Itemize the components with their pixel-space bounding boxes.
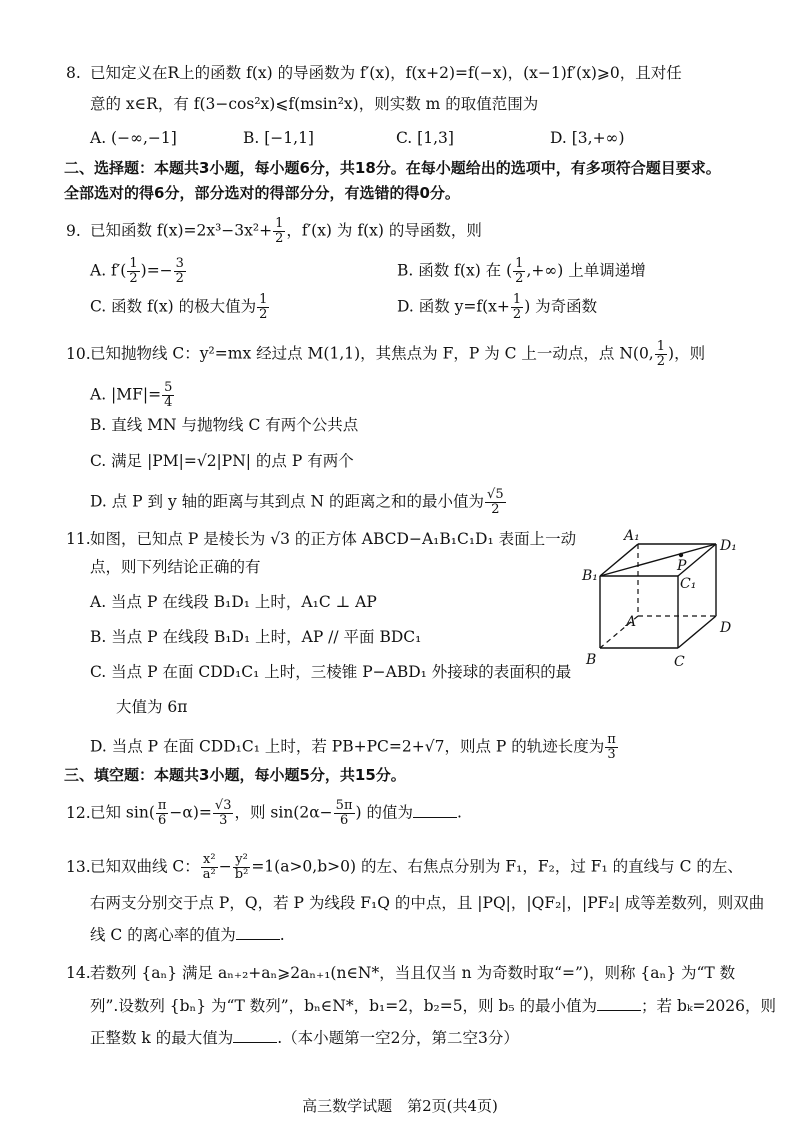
q11-option-d	[90, 733, 619, 762]
q9-optB-a: B. 函数 f(x) 在 (	[397, 261, 513, 280]
q9-option-d	[397, 293, 597, 322]
q9-optC-fd: 2	[259, 307, 268, 322]
q9-optD-fd: 2	[512, 307, 522, 322]
q12-f2n: √3	[214, 798, 232, 813]
q11-stem-line2: 点，则下列结论正确的有	[90, 558, 261, 576]
q14-number: 14.	[66, 964, 91, 982]
label-p: P	[677, 558, 687, 574]
q11-optD-fn: π	[607, 732, 616, 747]
label-b: B	[586, 652, 597, 668]
q10-optD-a: D. 点 P 到 y 轴的距离与其到点 N 的距离之和的最小值为	[90, 492, 485, 511]
edge-c-d	[678, 616, 716, 648]
q9-optD-b: ) 为奇函数	[524, 297, 598, 316]
q12-e: .	[456, 803, 462, 822]
q9-stem-a: 已知函数 f(x)=2x³−3x²+	[90, 221, 273, 240]
q9-optA-f2n: 3	[175, 256, 184, 271]
q9-optD-a: D. 函数 y=f(x+	[397, 297, 510, 316]
q9-stem-frac-num: 1	[275, 216, 284, 231]
q9-optA-frac2	[174, 257, 186, 286]
q14-line3a: 正整数 k 的最大值为	[90, 1029, 234, 1047]
q9-optA-f1d: 2	[129, 271, 138, 286]
q9-option-c	[90, 293, 270, 322]
q9-optB-b: ,+∞) 上单调递增	[526, 261, 646, 280]
q8-option-d: D. [3,+∞)	[550, 129, 625, 147]
q10-optA-frac	[162, 381, 174, 410]
q9-option-a	[90, 257, 187, 286]
q10-stem	[66, 340, 705, 369]
q12-frac1	[156, 799, 169, 828]
q12-frac3	[334, 799, 355, 828]
label-c1: C₁	[680, 576, 697, 592]
q14-answer-blank-1[interactable]	[597, 996, 641, 1011]
q12-b: −α)=	[169, 803, 212, 822]
label-a1: A₁	[624, 528, 640, 544]
q13-line3a: 线 C 的离心率的值为	[90, 926, 236, 944]
q9-optD-fn: 1	[512, 292, 522, 307]
q13-line3b: .	[279, 926, 285, 944]
q11-option-c-line1: C. 当点 P 在面 CDD₁C₁ 上时，三棱锥 P−ABD₁ 外接球的表面积的最	[90, 663, 572, 681]
point-p	[679, 553, 683, 557]
q10-option-b: B. 直线 MN 与抛物线 C 有两个公共点	[90, 416, 359, 434]
q13-f1n: x²	[201, 853, 218, 868]
q10-stem-fd: 2	[656, 354, 666, 369]
label-d: D	[720, 620, 732, 636]
q10-number: 10.	[66, 344, 91, 363]
q14-line1	[66, 963, 735, 983]
cube-figure	[580, 528, 760, 678]
q12-c: ，则 sin(2α−	[234, 803, 333, 822]
q13-answer-blank[interactable]	[236, 925, 280, 940]
q11-optD-fd: 3	[607, 747, 616, 762]
q9-optA-a: A. f′(	[90, 261, 127, 280]
q13-c: =1(a>0,b>0) 的左、右焦点分别为 F₁，F₂，过 F₁ 的直线与 C 的左、	[251, 857, 743, 876]
q10-option-a	[90, 381, 175, 410]
q10-optD-fd: 2	[491, 502, 500, 517]
q14-line2a: 列”.设数列 {bₙ} 为“T 数列”，bₙ∈N*，b₁=2，b₂=5，则 b₅ 的最小值为	[90, 997, 598, 1015]
q12-f3n: 5π	[335, 798, 353, 813]
q12-answer-blank[interactable]	[413, 803, 457, 818]
q12-number: 12.	[66, 803, 91, 822]
label-b1: B₁	[582, 568, 598, 584]
q13-f2d: b²	[234, 867, 249, 882]
section2-heading-line2: 全部选对的得6分，部分选对的得部分分，有选错的得0分。	[64, 184, 460, 202]
page-footer: 高三数学试题 第2页(共4页)	[302, 1097, 498, 1115]
q9-number: 9.	[66, 221, 81, 240]
q9-stem-frac	[273, 217, 285, 246]
q14-line3b: .（本小题第一空2分，第二空3分）	[277, 1029, 519, 1047]
q13-f1d: a²	[202, 867, 216, 882]
q13-stem-line3	[90, 925, 285, 945]
q9-stem-b: ，f′(x) 为 f(x) 的导函数，则	[286, 221, 482, 240]
q10-optA-fd: 4	[164, 395, 173, 410]
q8-option-c: C. [1,3]	[396, 129, 454, 147]
q11-number: 11.	[66, 530, 91, 548]
q13-frac2	[233, 853, 251, 882]
q9-optA-b: )=−	[140, 261, 173, 280]
q13-stem-line1	[66, 853, 743, 882]
q14-stem-line2	[90, 996, 776, 1016]
diagonal-b1-d1	[600, 544, 716, 576]
q9-optA-frac1	[127, 257, 139, 286]
q14-answer-blank-2[interactable]	[233, 1028, 277, 1043]
q10-stem-frac	[655, 340, 667, 369]
q9-option-b	[397, 257, 646, 286]
q8-number: 8.	[66, 64, 81, 82]
q11-line1	[66, 529, 576, 549]
q9-optC-frac	[257, 293, 269, 322]
label-c: C	[674, 654, 685, 670]
q10-option-c: C. 满足 |PM|=√2|PN| 的点 P 有两个	[90, 452, 354, 470]
section2-heading-line1: 二、选择题：本题共3小题，每小题6分，共18分。在每小题给出的选项中，有多项符合题目要求。	[64, 159, 721, 177]
q8-stem-line2: 意的 x∈R，有 f(3−cos²x)⩽f(msin²x)，则实数 m 的取值范围为	[90, 95, 539, 113]
q11-stem-line1: 如图，已知点 P 是棱长为 √3 的正方体 ABCD−A₁B₁C₁D₁ 表面上一动	[90, 530, 577, 548]
q14-stem-line3	[90, 1028, 519, 1048]
q11-option-a: A. 当点 P 在线段 B₁D₁ 上时，A₁C ⊥ AP	[90, 593, 377, 611]
q13-f2n: y²	[233, 853, 251, 868]
q9-optB-frac	[513, 257, 525, 286]
q12-a: 已知 sin(	[90, 803, 155, 822]
q12-f1n: π	[157, 798, 167, 813]
q10-optA-fn: 5	[164, 380, 173, 395]
q12-d: ) 的值为	[355, 803, 413, 822]
q9-stem-frac-den: 2	[275, 231, 284, 246]
q9-optA-f2d: 2	[175, 271, 184, 286]
label-a: A	[626, 614, 637, 630]
q11-option-c-line2: 大值为 6π	[116, 698, 188, 716]
q10-option-d	[90, 488, 507, 517]
q8-option-a: A. (−∞,−1]	[90, 129, 177, 147]
q11-option-b: B. 当点 P 在线段 B₁D₁ 上时，AP // 平面 BDC₁	[90, 628, 422, 646]
q9-optC-fn: 1	[259, 292, 268, 307]
q9-optC-a: C. 函数 f(x) 的极大值为	[90, 297, 257, 316]
label-d1: D₁	[720, 538, 737, 554]
q13-b: −	[218, 857, 232, 876]
q10-optD-frac	[485, 488, 506, 517]
section3-heading: 三、填空题：本题共3小题，每小题5分，共15分。	[64, 766, 406, 784]
q8-option-b: B. [−1,1]	[243, 129, 314, 147]
q10-stem-b: )，则	[668, 344, 706, 363]
q13-frac1	[201, 853, 218, 882]
q13-stem-line2: 右两支分别交于点 P，Q，若 P 为线段 F₁Q 的中点，且 |PQ|，|QF₂|，|PF₂| 成等差数列，则双曲	[90, 894, 765, 912]
q9-optD-frac	[511, 293, 523, 322]
q9-optB-fd: 2	[515, 271, 524, 286]
q14-line2b: ；若 bₖ=2026，则	[641, 997, 776, 1015]
q11-optD-frac	[605, 733, 618, 762]
q8-line1	[66, 63, 682, 83]
q14-stem-line1: 若数列 {aₙ} 满足 aₙ₊₂+aₙ⩾2aₙ₊₁(n∈N*，当且仅当 n 为奇数时取“=”)，则称 {aₙ} 为“T 数	[90, 964, 736, 982]
q9-stem	[66, 217, 482, 246]
q12-frac2	[213, 799, 234, 828]
q9-optA-f1n: 1	[129, 256, 138, 271]
q10-optD-fn: √5	[487, 487, 504, 502]
q9-optB-fn: 1	[515, 256, 524, 271]
q12-f1d: 6	[158, 813, 167, 828]
q10-optA-a: A. |MF|=	[90, 385, 162, 404]
q12-f3d: 6	[339, 813, 349, 828]
q12-f2d: 3	[219, 813, 228, 828]
q8-stem-line1: 已知定义在R上的函数 f(x) 的导函数为 f′(x)，f(x+2)=f(−x)，(x−1)f′(x)⩾0，且对任	[90, 64, 682, 82]
q10-stem-fn: 1	[656, 339, 666, 354]
q11-optD-a: D. 当点 P 在面 CDD₁C₁ 上时，若 PB+PC=2+√7，则点 P 的轨迹长度为	[90, 737, 605, 756]
q12-stem	[66, 799, 462, 828]
q13-number: 13.	[66, 857, 91, 876]
q10-stem-a: 已知抛物线 C：y²=mx 经过点 M(1,1)，其焦点为 F，P 为 C 上一动点，点 N(0,	[90, 344, 654, 363]
q13-a: 已知双曲线 C：	[90, 857, 200, 876]
